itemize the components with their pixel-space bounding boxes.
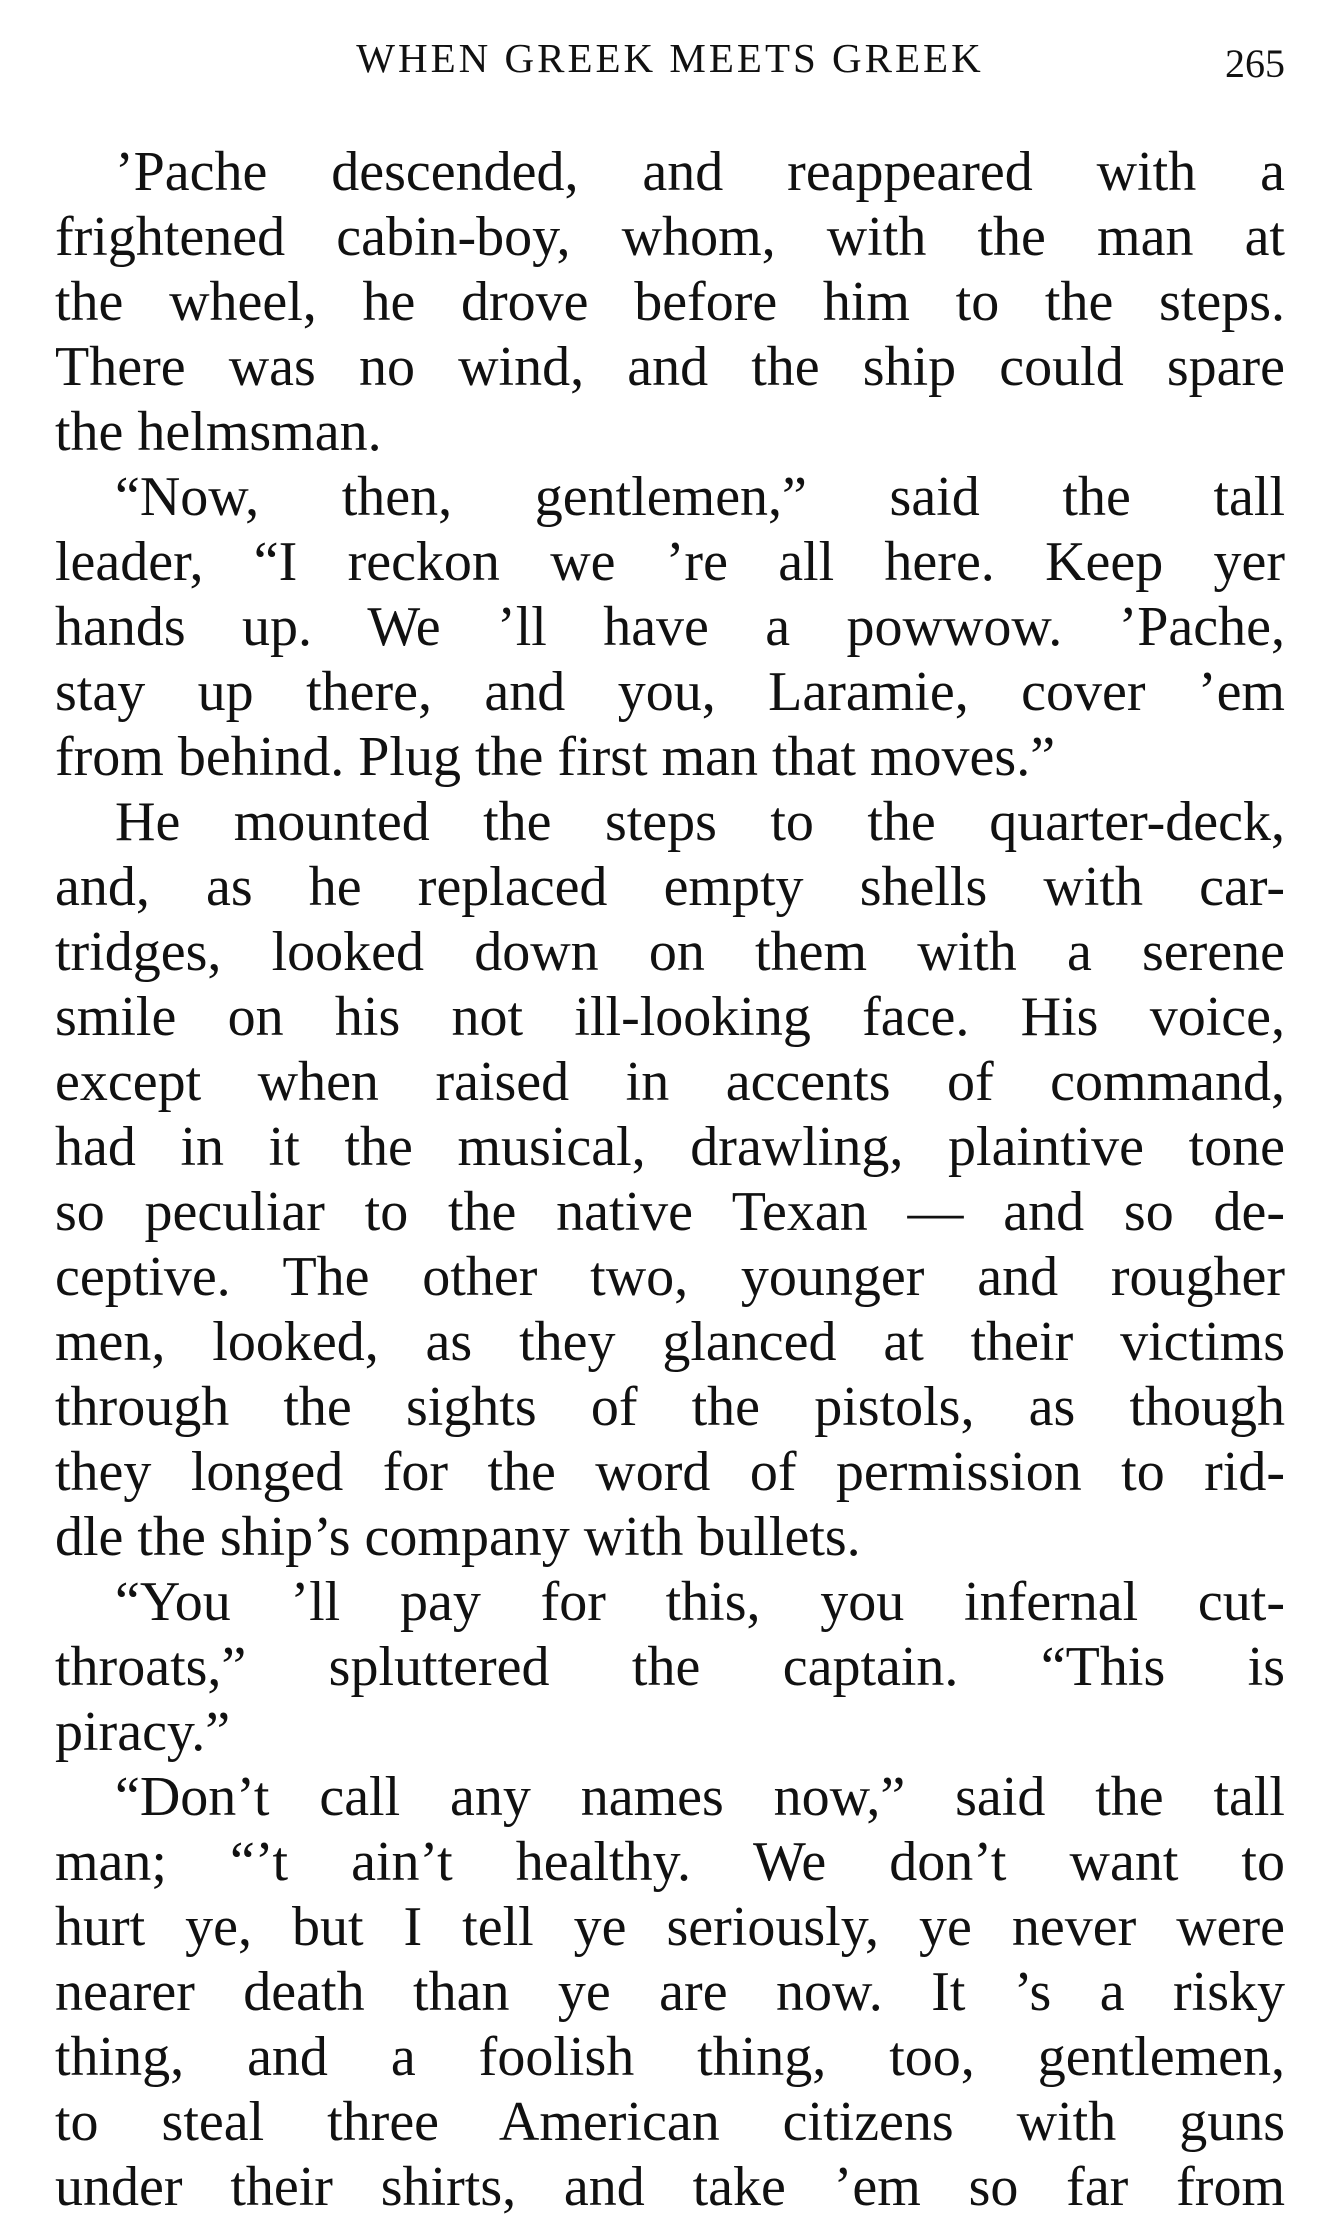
text-line: had in it the musical, drawling, plaintive tone — [55, 1116, 1285, 1178]
text-line: “You ’ll pay for this, you infernal cut- — [115, 1571, 1285, 1633]
paragraph — [55, 465, 1285, 790]
text-line: man; “’t ain’t healthy. We don’t want to — [55, 1831, 1285, 1893]
text-line: frightened cabin-boy, whom, with the man at — [55, 206, 1285, 268]
text-line: nearer death than ye are now. It ’s a risky — [55, 1961, 1285, 2023]
text-line: ceptive. The other two, younger and rougher — [55, 1246, 1285, 1308]
body-text — [55, 140, 1285, 2220]
text-line: and, as he replaced empty shells with car- — [55, 856, 1285, 918]
text-line: dle the ship’s company with bullets. — [55, 1506, 861, 1568]
running-head — [55, 28, 1285, 88]
text-line: except when raised in accents of command, — [55, 1051, 1285, 1113]
text-line: from behind. Plug the first man that moves.” — [55, 726, 1056, 788]
text-line: leader, “I reckon we ’re all here. Keep yer — [55, 531, 1285, 593]
paragraph — [55, 1765, 1285, 2220]
text-line: throats,” spluttered the captain. “This is — [55, 1636, 1285, 1698]
text-line: men, looked, as they glanced at their victims — [55, 1311, 1285, 1373]
text-line: ’Pache descended, and reappeared with a — [115, 141, 1285, 203]
text-line: hurt ye, but I tell ye seriously, ye never were — [55, 1896, 1285, 1958]
text-line: hands up. We ’ll have a powwow. ’Pache, — [55, 596, 1285, 658]
text-line: they longed for the word of permission to rid- — [55, 1441, 1285, 1503]
paragraph — [55, 1570, 1285, 1765]
text-line: stay up there, and you, Laramie, cover ’em — [55, 661, 1285, 723]
text-line: the wheel, he drove before him to the steps. — [55, 271, 1285, 333]
text-line: “Don’t call any names now,” said the tall — [115, 1766, 1285, 1828]
page-number: 265 — [1225, 41, 1285, 86]
text-line: through the sights of the pistols, as though — [55, 1376, 1285, 1438]
text-line: thing, and a foolish thing, too, gentlemen, — [55, 2026, 1285, 2088]
text-line: the helmsman. — [55, 401, 382, 463]
paragraph — [55, 140, 1285, 465]
text-line: smile on his not ill-looking face. His voice, — [55, 986, 1285, 1048]
text-line: He mounted the steps to the quarter-deck, — [115, 791, 1285, 853]
text-line: under their shirts, and take ’em so far from — [55, 2156, 1285, 2218]
text-line: piracy.” — [55, 1701, 231, 1763]
text-line: There was no wind, and the ship could spare — [55, 336, 1285, 398]
text-line: “Now, then, gentlemen,” said the tall — [115, 466, 1285, 528]
text-line: tridges, looked down on them with a serene — [55, 921, 1285, 983]
running-title: WHEN GREEK MEETS GREEK — [356, 35, 984, 81]
text-line: so peculiar to the native Texan — and so de- — [55, 1181, 1285, 1243]
paragraph — [55, 790, 1285, 1570]
text-line: to steal three American citizens with guns — [55, 2091, 1285, 2153]
